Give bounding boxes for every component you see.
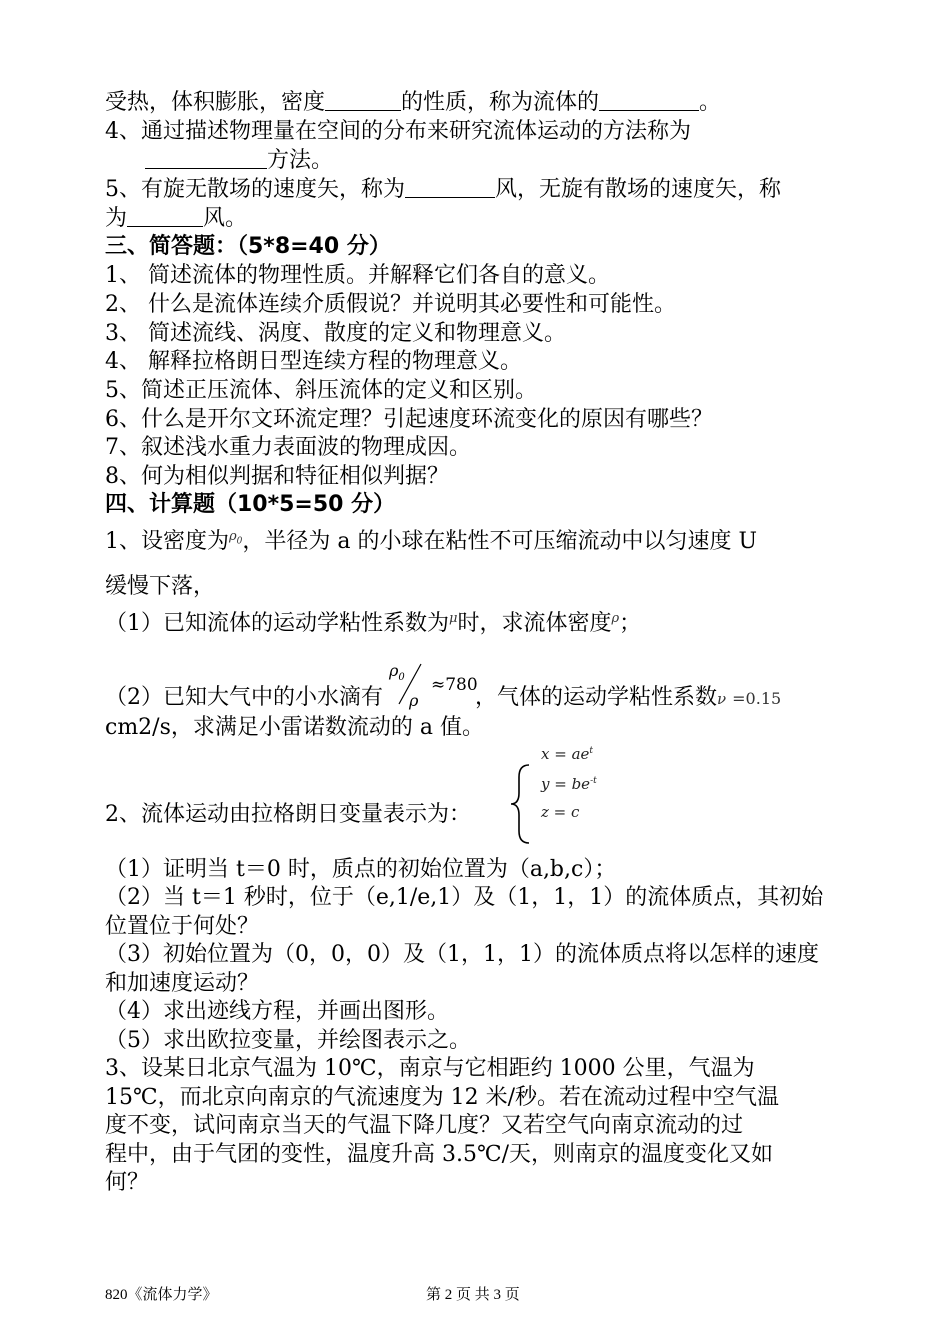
short-answer-item: 6、什么是开尔文环流定理？引起速度环流变化的原因有哪些？	[105, 407, 713, 432]
short-answer-item: 4、 解释拉格朗日型连续方程的物理意义。	[105, 349, 522, 374]
short-answer-item: 8、何为相似判据和特征相似判据？	[105, 464, 449, 489]
calc-q3-line: 3、设某日北京气温为 10℃，南京与它相距约 1000 公里，气温为	[105, 1056, 755, 1081]
calc-q1-part1: （1）已知流体的运动学粘性系数为$^\mu$时，求流体密度$^\rho$；	[105, 611, 642, 636]
answer-blank	[127, 204, 203, 227]
calc-q3-line: 15℃，而北京向南京的气流速度为 12 米/秒。若在流动过程中空气温	[105, 1085, 779, 1110]
short-answer-item: 3、 简述流线、涡度、散度的定义和物理意义。	[105, 321, 566, 346]
mu-symbol: μ	[449, 611, 458, 626]
calc-q1-line2: 缓慢下落，	[105, 574, 216, 599]
equation-z: z = c	[541, 803, 580, 821]
answer-blank	[325, 88, 401, 111]
calc-q3-line: 度不变，试问南京当天的气温下降几度？又若空气向南京流动的过	[105, 1113, 744, 1138]
nu-symbol: ν	[717, 690, 727, 708]
calc-q1-line1: 1、设密度为$^{\rho_0}$，半径为 a 的小球在粘性不可压缩流动中以匀速度 U	[105, 529, 758, 554]
answer-blank	[145, 146, 267, 169]
lagrange-equation-system	[505, 745, 615, 820]
short-answer-item: 7、叙述浅水重力表面波的物理成因。	[105, 435, 471, 460]
fill-in-q5-line1: 5、有旋无散场的速度矢，称为 风，无旋有散场的速度矢，称	[105, 177, 782, 202]
footer-course: 820《流体力学》	[105, 1287, 218, 1303]
section-4-title: 四、计算题（10*5=50 分）	[105, 492, 396, 517]
answer-blank	[599, 88, 699, 111]
short-answer-item: 5、简述正压流体、斜压流体的定义和区别。	[105, 378, 537, 403]
equation-x: $x = ae^t$	[541, 745, 594, 763]
fill-in-q4-line1: 4、通过描述物理量在空间的分布来研究流体运动的方法称为	[105, 119, 691, 144]
footer-page-number: 第 2 页 共 3 页	[426, 1287, 520, 1303]
section-3-title: 三、简答题：（5*8=40 分）	[105, 234, 391, 259]
calc-q2-part: （2）当 t＝1 秒时，位于（e,1/e,1）及（1，1，1）的流体质点，其初始	[105, 885, 824, 910]
calc-q1-part2-cont: cm2/s，求满足小雷诺数流动的 a 值。	[105, 715, 484, 740]
fill-in-q4-line2: 方法。	[145, 146, 333, 176]
calc-q2-part: 和加速度运动？	[105, 971, 260, 996]
density-ratio-fraction: $\rho_0$ ρ ≈780	[389, 661, 478, 710]
rho-symbol: ρ	[611, 611, 620, 626]
calc-q3-line: 程中，由于气团的变性，温度升高 3.5℃/天，则南京的温度变化又如	[105, 1142, 774, 1167]
rho0-symbol: ρ0	[229, 529, 243, 547]
calc-q2-part: 位置位于何处？	[105, 914, 260, 939]
calc-q2-intro: 2、流体运动由拉格朗日变量表示为：	[105, 802, 471, 827]
short-answer-item: 1、 简述流体的物理性质。并解释它们各自的意义。	[105, 263, 610, 288]
short-answer-item: 2、 什么是流体连续介质假说？并说明其必要性和可能性。	[105, 292, 676, 317]
left-brace-icon	[509, 763, 533, 845]
calc-q2-part: （5）求出欧拉变量，并绘图表示之。	[105, 1028, 471, 1053]
fill-in-q3-tail: 受热，体积膨胀，密度 的性质，称为流体的 。	[105, 90, 722, 115]
calc-q2-part: （3）初始位置为（0，0，0）及（1，1，1）的流体质点将以怎样的速度	[105, 942, 819, 967]
calc-q2-part: （1）证明当 t＝0 时，质点的初始位置为（a,b,c）；	[105, 857, 617, 882]
calc-q2-part: （4）求出迹线方程，并画出图形。	[105, 999, 449, 1024]
fill-in-q5-line2: 为 风。	[105, 206, 248, 231]
calc-q3-line: 何？	[105, 1170, 150, 1195]
calc-q1-part2: （2）已知大气中的小水滴有 $\rho_0$ ρ ≈780 ，气体的运动学粘性系数ν =0.15	[105, 660, 781, 716]
equation-y: $y = be^{-t}$	[541, 775, 597, 793]
answer-blank	[405, 175, 495, 198]
